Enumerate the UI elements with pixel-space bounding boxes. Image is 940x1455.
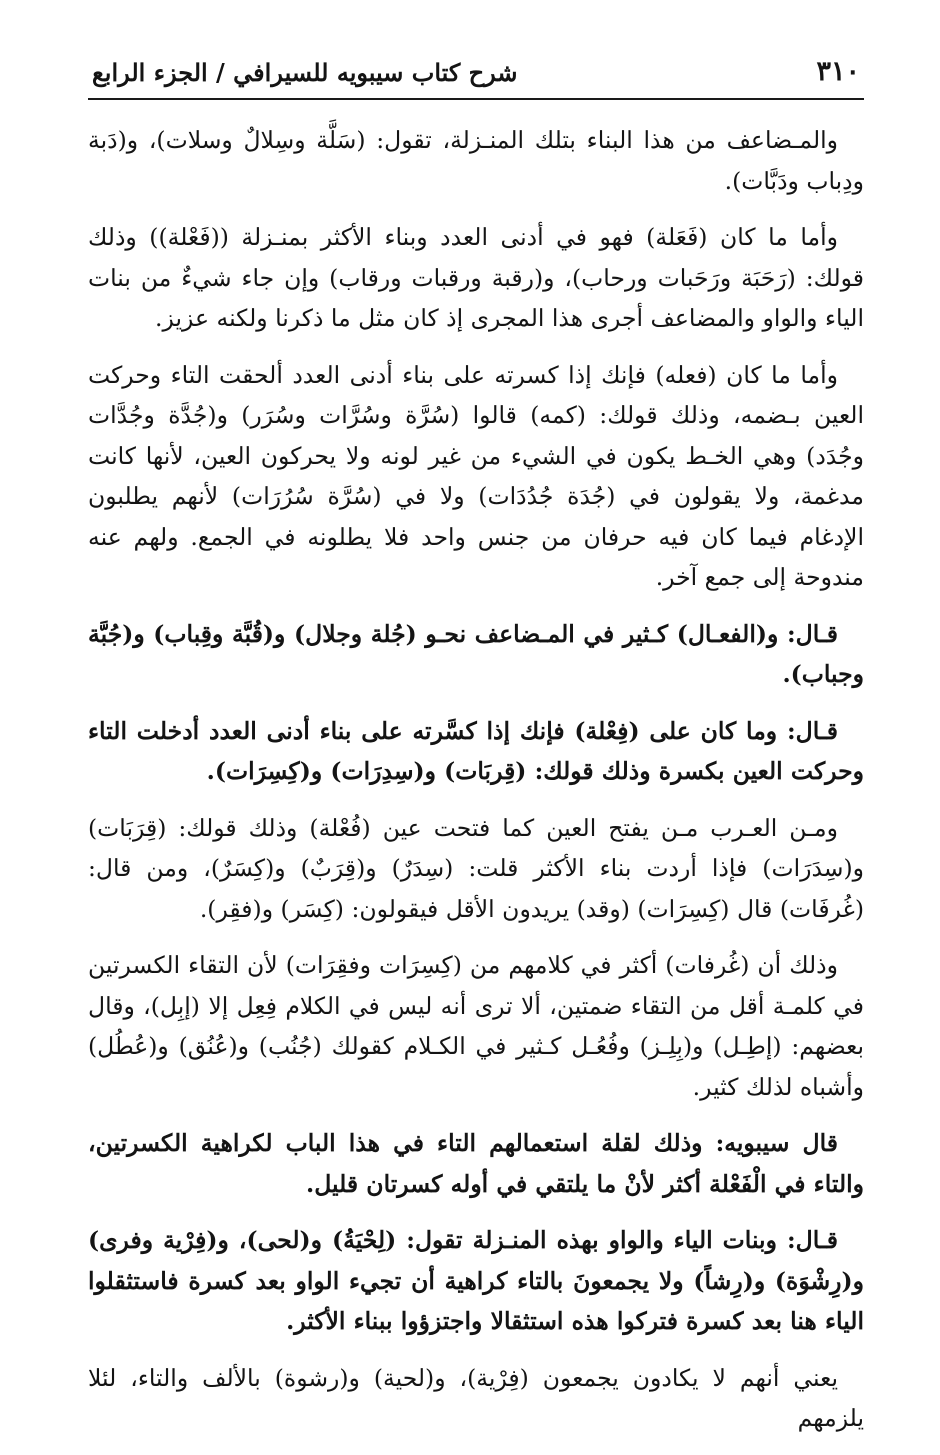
quoted-paragraph	[88, 614, 864, 695]
quoted-paragraph	[88, 1123, 864, 1204]
paragraph	[88, 217, 864, 339]
paragraph-text: والمـضاعف من هذا البناء بتلك المنـزلة، تقول: (سَلَّة وسِلالٌ وسلات)، و(دَبة ودِباب ودَبَّات).	[88, 126, 864, 195]
page-header	[88, 50, 864, 100]
body-text	[88, 100, 864, 1439]
paragraph	[88, 120, 864, 201]
page-number: ٣١٠	[816, 56, 860, 87]
paragraph	[88, 355, 864, 598]
quoted-paragraph	[88, 1220, 864, 1342]
paragraph	[88, 1358, 864, 1439]
paragraph-text: وذلك أن (غُرفات) أكثر في كلامهم من (كِسِرَات وفقِرَات) لأن التقاء الكسرتين في كلمـة أقل من التقاء ضمتين، ألا ترى أنه ليس في الكلام فِعِل إلا (إبِل)، وقال بعضهم: (إطِـل) و(بِلِـز) وفُعُـل كـثير في الكـلام كقولك (جُنُب) و(عُنُق) و(عُطُل) وأشباه لذلك كثير.	[88, 951, 864, 1101]
paragraph	[88, 945, 864, 1107]
paragraph-text: قال سيبويه: وذلك لقلة استعمالهم التاء في هذا الباب لكراهية الكسرتين، والتاء في الْفَعْلة أكثر لأنْ ما يلتقي في أوله كسرتان قليل.	[88, 1129, 864, 1198]
paragraph	[88, 808, 864, 930]
paragraph-text: يعني أنهم لا يكادون يجمعون (فِرْية)، و(لحية) و(رشوة) بالألف والتاء، لئلا يلزمهم	[88, 1363, 864, 1432]
paragraph-text: ومـن العـرب مـن يفتح العين كما فتحت عين (فُعْلة) وذلك قولك: (قِرَبَات) و(سِدَرَات) فإذا أردت بناء الأكثر قلت: (سِدَرٌ) و(قِرَبٌ) و(كِسَرٌ)، ومن قال: (غُرفَات) قال (كِسِرَات) (وقد) يريدون الأقل فيقولون: (كِسَر) و(فقِر).	[88, 813, 864, 923]
book-page	[88, 50, 864, 1455]
paragraph-text: قـال: و(الفعـال) كـثير في المـضاعف نحـو (جُلة وجلال) و(قُبَّة وقِباب) و(جُبَّة وجباب).	[88, 619, 864, 688]
running-title: شرح كتاب سيبويه للسيرافي / الجزء الرابع	[92, 58, 518, 87]
paragraph-text: قـال: وما كان على (فِعْلة) فإنك إذا كسَّرته على بناء أدنى العدد أدخلت التاء وحركت العين بكسرة وذلك قولك: (قِربَات) و(سِدِرَات) و(كِسِرَات).	[88, 716, 864, 785]
paragraph-text: وأما ما كان (فعله) فإنك إذا كسرته على بناء أدنى العدد ألحقت التاء وحركت العين بـضمه، وذلك قولك: (كمه) قالوا (سُرَّة وسُرَّات وسُرَر) و(جُدَّة وجُدَّات وجُدَد) وهي الخـط يكون في الشيء من غير لونه ولا يحركون العين، لأنها كانت مدغمة، ولا يقولون في (جُدَة جُدُدَات) ولا في (سُرَّة سُرُرَات) لأنهم يطلبون الإدغام فيما كان فيه حرفان من جنس واحد فلا يطلونه في الجمع. ولهم عنه مندوحة إلى جمع آخر.	[88, 360, 865, 591]
quoted-paragraph	[88, 711, 864, 792]
paragraph-text: قـال: وبنات الياء والواو بهذه المنـزلة تقول: (لِحْيَةُ) و(لحى)، و(فِرْية وفرى) و(رِشْوَة) و(رِشاً) ولا يجمعونَ بالتاء كراهية أن تجيء الواو بعد كسرة فاستثقلوا الياء هنا بعد كسرة فتركوا هذه استثقالا واجتزؤوا ببناء الأكثر.	[88, 1226, 864, 1335]
paragraph-text: وأما ما كان (فَعَلة) فهو في أدنى العدد وبناء الأكثر بمنـزلة ((فَعْلة)) وذلك قولك: (رَحَبَة ورَحَبات ورحاب)، و(رقبة ورقبات ورقاب) وإن جاء شيءٌ من بنات الياء والواو والمضاعف أجرى هذا المجرى إذ كان مثل ما ذكرنا ولكنه عزيز.	[88, 223, 864, 332]
